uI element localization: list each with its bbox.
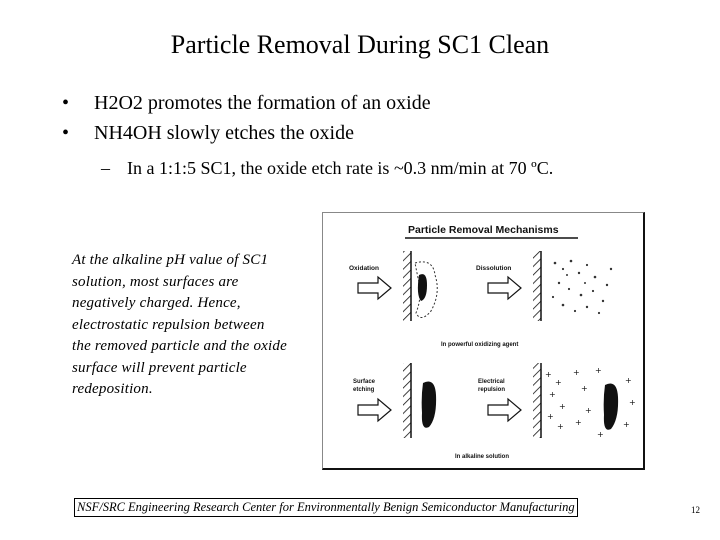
- arrow-right-icon: [358, 399, 391, 421]
- label-dissolution: Dissolution: [476, 265, 512, 272]
- explanation-note: At the alkaline pH value of SC1 solution, most surfaces are negatively charged. Hence, electrostatic repulsion between the removed particle and the oxide surface will prevent particle redeposition.: [72, 252, 287, 397]
- mechanism-figure: [322, 212, 645, 470]
- slide-title: Particle Removal During SC1 Clean: [170, 30, 550, 59]
- svg-text:+: +: [555, 378, 562, 387]
- svg-text:+: +: [545, 370, 552, 379]
- mechanism-diagram: [323, 213, 643, 468]
- surface-wall-icon: [403, 363, 411, 438]
- charge-symbols-icon: [545, 366, 636, 439]
- arrow-right-icon: [358, 277, 391, 299]
- bullet-list: [62, 92, 431, 152]
- particle-icon: [422, 382, 436, 428]
- svg-text:+: +: [559, 402, 566, 411]
- dash-marker: –: [101, 158, 110, 178]
- sub-bullet: [101, 158, 553, 179]
- svg-text:+: +: [623, 420, 630, 429]
- dissolved-particles-icon: [552, 260, 612, 314]
- arrow-right-icon: [488, 399, 521, 421]
- svg-text:+: +: [597, 430, 604, 439]
- surface-wall-icon: [533, 251, 541, 321]
- label-electrical: Electrical: [478, 379, 505, 385]
- label-surface: Surface: [353, 379, 376, 385]
- label-repulsion: repulsion: [478, 387, 506, 393]
- particle-icon: [604, 384, 618, 430]
- sub-bullet-text: In a 1:1:5 SC1, the oxide etch rate is ~0.3 nm/min at 70 ºC.: [127, 158, 554, 178]
- bullet-dot: •: [62, 92, 70, 114]
- arrow-right-icon: [488, 277, 521, 299]
- svg-text:+: +: [629, 398, 636, 407]
- svg-text:+: +: [575, 418, 582, 427]
- label-alkaline: In alkaline solution: [455, 454, 510, 460]
- bullet-item: [62, 92, 431, 122]
- bullet-text: NH4OH slowly etches the oxide: [94, 122, 354, 144]
- svg-text:+: +: [557, 422, 564, 431]
- surface-wall-icon: [403, 251, 411, 321]
- svg-text:+: +: [585, 406, 592, 415]
- bullet-dot: •: [62, 122, 70, 144]
- svg-text:+: +: [549, 390, 556, 399]
- svg-text:+: +: [595, 366, 602, 375]
- svg-text:+: +: [547, 412, 554, 421]
- surface-wall-icon: [533, 363, 541, 438]
- bullet-item: [62, 122, 431, 152]
- figure-title: Particle Removal Mechanisms: [408, 224, 559, 236]
- label-oxidation: Oxidation: [349, 265, 379, 272]
- svg-text:+: +: [581, 384, 588, 393]
- footer-credit: NSF/SRC Engineering Research Center for Environmentally Benign Semiconductor Manufacturing: [74, 498, 578, 517]
- bullet-text: H2O2 promotes the formation of an oxide: [94, 92, 431, 114]
- particle-icon: [418, 274, 427, 301]
- svg-text:+: +: [625, 376, 632, 385]
- label-etching: etching: [353, 387, 375, 393]
- label-oxidizing-agent: In powerful oxidizing agent: [441, 342, 519, 348]
- page-number: 12: [691, 505, 700, 515]
- svg-text:+: +: [573, 368, 580, 377]
